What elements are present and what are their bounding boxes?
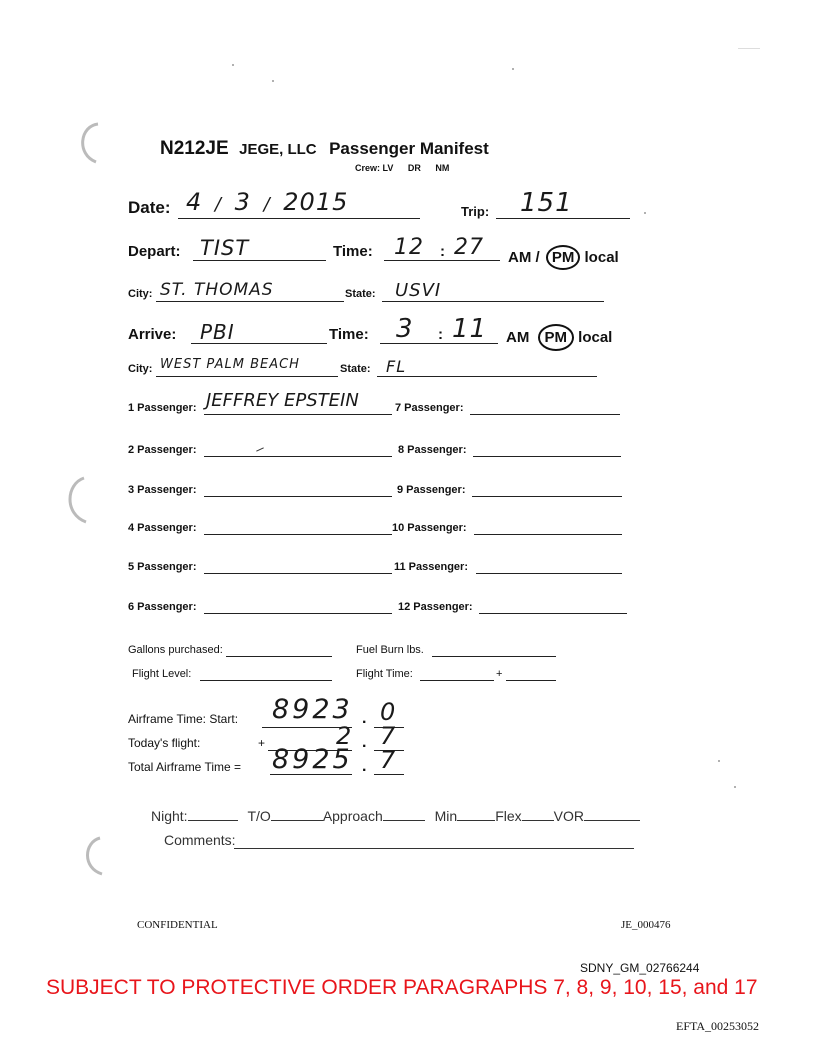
passenger-1-value: JEFFREY EPSTEIN (206, 390, 359, 411)
passenger-line (204, 496, 392, 497)
time-colon: : (438, 326, 443, 343)
passenger-line (476, 573, 622, 574)
crew-label: Crew: (355, 163, 381, 173)
min-line (457, 820, 495, 821)
flight-time-line-2 (506, 680, 556, 681)
comments-line (234, 848, 634, 849)
depart-minute: 27 (454, 235, 484, 260)
scan-speck (734, 786, 736, 788)
total-airframe-label: Total Airframe Time = (128, 760, 242, 774)
airframe-start-label: Airframe Time: Start: (128, 712, 239, 726)
total-airframe-tenth: 7 (380, 746, 397, 774)
tail-number: N212JE (160, 138, 229, 159)
depart-pm-circled: PM (546, 245, 581, 270)
trip-label: Trip: (461, 204, 490, 219)
passenger-label: 4 Passenger: (128, 522, 197, 534)
passenger-line (474, 534, 622, 535)
airframe-start-whole: 8923 (272, 694, 353, 725)
arrive-city-value: WEST PALM BEACH (160, 357, 300, 372)
vor-line (584, 820, 640, 821)
scan-speck (718, 760, 720, 762)
date-separator: / (263, 194, 271, 215)
passenger-label: 1 Passenger: (128, 402, 197, 414)
todays-flight-whole: 2 (336, 722, 353, 750)
date-value (186, 188, 348, 216)
flight-time-plus: + (496, 668, 503, 680)
passenger-line (204, 414, 392, 415)
passenger-label: 9 Passenger: (397, 484, 466, 496)
depart-time-label: Time: (333, 243, 373, 260)
passenger-line (204, 613, 392, 614)
arrive-time-label: Time: (329, 326, 369, 343)
date-label: Date: (128, 198, 171, 217)
fuel-burn-line (432, 656, 556, 657)
depart-ampm (508, 245, 619, 270)
depart-line (193, 260, 326, 261)
arrive-value: PBI (200, 320, 235, 344)
vor-label: VOR (553, 808, 584, 824)
approach-label: Approach (322, 808, 383, 824)
passenger-line (204, 534, 392, 535)
hole-punch-mark-top (70, 118, 110, 168)
city-label: City: (128, 363, 153, 375)
comments-label: Comments: (164, 832, 236, 848)
todays-flight-tenth: 7 (380, 722, 397, 750)
depart-value: TIST (200, 236, 250, 260)
night-row (151, 808, 640, 824)
passenger-label: 6 Passenger: (128, 601, 197, 613)
todays-flight-plus: + (258, 736, 266, 750)
state-line (377, 376, 597, 377)
scan-speck (644, 212, 646, 214)
flex-label: Flex (495, 808, 522, 824)
crew-row (355, 163, 449, 173)
passenger-label: 3 Passenger: (128, 484, 197, 496)
night-label: Night: (151, 808, 188, 824)
passenger-line (470, 414, 620, 415)
arrive-am-label: AM (506, 329, 530, 346)
sdny-bates-number: SDNY_GM_02766244 (580, 961, 700, 975)
arrive-local-label: local (578, 329, 613, 346)
passenger-line (479, 613, 627, 614)
takeoff-line (271, 820, 323, 821)
trip-value: 151 (520, 188, 573, 218)
passenger-label: 7 Passenger: (395, 402, 464, 414)
depart-hour: 12 (394, 235, 424, 260)
arrive-pm-circled: PM (538, 324, 575, 351)
crew-member: DR (407, 163, 421, 173)
scan-speck (272, 80, 274, 82)
stray-pen-mark (256, 447, 264, 451)
time-colon: : (440, 243, 445, 260)
trip-line (496, 218, 630, 219)
protective-order-notice: SUBJECT TO PROTECTIVE ORDER PARAGRAPHS 7, 8, 9, 10, 15, and 17 (46, 976, 758, 999)
scan-edge-mark (738, 48, 760, 49)
decimal-point: . (362, 758, 367, 775)
scan-speck (512, 68, 514, 70)
flight-level-line (200, 680, 332, 681)
gallons-label: Gallons purchased: (128, 644, 223, 656)
arrive-minute: 11 (452, 314, 488, 344)
company-name: JEGE, LLC (239, 141, 317, 158)
date-separator: / (214, 194, 222, 215)
state-line (382, 301, 604, 302)
crew-member: NM (435, 163, 450, 173)
flight-level-label: Flight Level: (132, 668, 192, 680)
state-label: State: (345, 288, 376, 300)
arrive-state-value: FL (386, 357, 407, 376)
city-line (156, 301, 344, 302)
scan-speck (232, 64, 234, 66)
arrive-label: Arrive: (128, 326, 177, 343)
passenger-label: 2 Passenger: (128, 444, 197, 456)
airframe-start-tenth: 0 (380, 698, 397, 726)
depart-am-label: AM / (508, 249, 540, 266)
flight-time-line (420, 680, 494, 681)
approach-line (383, 820, 425, 821)
hole-punch-mark-middle (58, 470, 98, 530)
passenger-label: 11 Passenger: (394, 561, 468, 573)
date-line (178, 218, 420, 219)
takeoff-label: T/O (247, 808, 271, 824)
depart-label: Depart: (128, 243, 181, 260)
depart-state-value: USVI (395, 280, 442, 301)
night-line (188, 820, 238, 821)
passenger-label: 8 Passenger: (398, 444, 467, 456)
passenger-line (473, 456, 621, 457)
gallons-line (226, 656, 332, 657)
todays-flight-label: Today's flight: (128, 736, 201, 750)
decimal-point: . (362, 710, 367, 727)
date-month: 4 (186, 188, 203, 216)
fuel-burn-label: Fuel Burn lbs. (356, 644, 424, 656)
passenger-line (204, 573, 392, 574)
city-line (156, 376, 338, 377)
decimal-point: . (362, 734, 367, 751)
date-day: 3 (234, 188, 251, 216)
passenger-line (472, 496, 622, 497)
city-label: City: (128, 288, 153, 300)
depart-local-label: local (584, 249, 619, 266)
efta-number: EFTA_00253052 (676, 1019, 760, 1033)
arrive-hour: 3 (396, 314, 414, 344)
total-airframe-whole: 8925 (272, 744, 353, 775)
page-title: Passenger Manifest (329, 139, 489, 158)
manifest-header (160, 138, 580, 160)
arrive-ampm (506, 324, 612, 351)
flight-time-label: Flight Time: (356, 668, 413, 680)
confidential-label: CONFIDENTIAL (137, 919, 218, 931)
flex-line (522, 820, 554, 821)
passenger-label: 5 Passenger: (128, 561, 197, 573)
je-bates-number: JE_000476 (621, 919, 671, 931)
state-label: State: (340, 363, 371, 375)
hole-punch-mark-bottom (74, 832, 114, 882)
total-airframe-tenth-line (374, 774, 404, 775)
depart-city-value: ST. THOMAS (160, 280, 274, 300)
passenger-label: 10 Passenger: (392, 522, 467, 534)
date-year: 2015 (283, 188, 349, 216)
passenger-label: 12 Passenger: (398, 601, 473, 613)
min-label: Min (434, 808, 458, 824)
passenger-line (204, 456, 392, 457)
crew-member: LV (382, 163, 394, 173)
depart-time-line (384, 260, 500, 261)
